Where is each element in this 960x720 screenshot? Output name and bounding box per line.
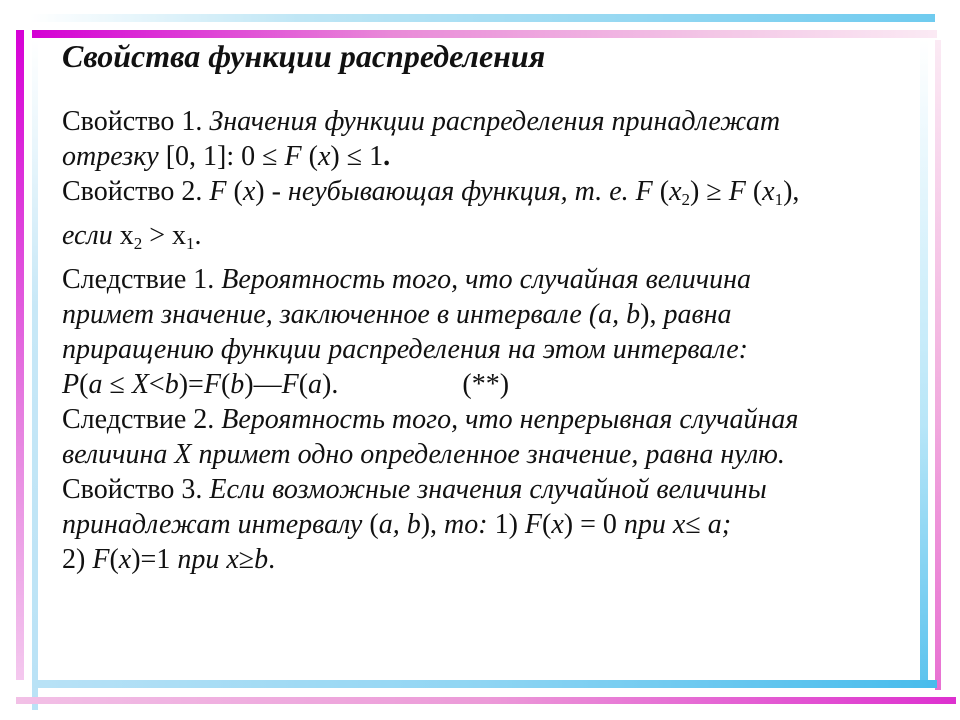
text-run: x	[242, 176, 256, 207]
text-run: a, b	[378, 509, 421, 540]
subscript: 1	[186, 234, 195, 253]
text-run: величина X примет одно определенное значение, равна нулю.	[62, 439, 785, 470]
subscript: 2	[681, 190, 691, 209]
text-run: (	[298, 369, 309, 400]
right-magenta-decorative-bar	[935, 40, 941, 690]
text-run: x	[762, 176, 775, 207]
text-run: ).	[322, 369, 339, 400]
text-run: Вероятность того, что случайная величина	[221, 264, 751, 295]
text-run: (	[79, 369, 89, 400]
text-run: a;	[707, 509, 732, 540]
text-run: [0, 1]: 0 ≤	[165, 141, 285, 172]
text-run: (	[301, 141, 318, 172]
text-run: Следствие 2.	[62, 404, 222, 435]
text-run: ≤	[102, 369, 132, 400]
text-run: (	[745, 176, 763, 207]
text-line-c2b	[62, 437, 912, 472]
text-run: P	[62, 369, 80, 400]
text-run: b	[254, 544, 269, 575]
left-cyan-decorative-bar	[32, 40, 38, 710]
text-run: )=1	[131, 544, 178, 575]
text-run: x	[172, 220, 186, 251]
subscript: 2	[133, 234, 143, 253]
text-run: при x	[177, 544, 239, 575]
text-run: <	[148, 369, 165, 400]
text-run: (	[542, 509, 552, 540]
text-line-p2a	[62, 174, 912, 218]
text-run: (	[226, 176, 243, 207]
text-run: приращению функции распределения на этом интервале:	[62, 334, 748, 365]
text-run: ) ≤ 1	[330, 141, 384, 172]
text-run: x	[551, 509, 564, 540]
text-run: Свойство 1.	[62, 106, 210, 137]
text-run: F	[281, 369, 299, 400]
text-run: .	[268, 544, 276, 575]
text-line-c1b	[62, 297, 912, 332]
text-line-p3c	[62, 542, 912, 577]
text-line-c1d	[62, 367, 912, 402]
text-run: равна	[663, 299, 732, 330]
text-run: примет значение, заключенное в интервале (	[62, 299, 599, 330]
bottom-cyan-decorative-bar	[32, 680, 937, 688]
text-run: b	[164, 369, 179, 400]
text-run: Если возможные значения случайной величины	[209, 474, 767, 505]
text-run: ),	[783, 176, 800, 207]
text-run: ) = 0	[563, 509, 624, 540]
left-magenta-decorative-bar	[16, 30, 24, 680]
top-cyan-decorative-bar	[30, 14, 935, 22]
text-run: x	[317, 141, 331, 172]
text-run: )—	[244, 369, 282, 400]
text-run: .	[383, 141, 391, 172]
right-cyan-decorative-bar	[920, 40, 928, 680]
text-run: (	[369, 509, 379, 540]
text-run: ),	[420, 509, 445, 540]
text-run: a, b	[598, 299, 641, 330]
text-run: ≤	[685, 509, 708, 540]
text-run: Свойство 3.	[62, 474, 210, 505]
text-line-p2b	[62, 218, 912, 262]
text-line-p1a	[62, 104, 912, 139]
text-line-c1a	[62, 262, 912, 297]
top-magenta-decorative-bar	[32, 30, 937, 38]
subscript: 1	[774, 190, 784, 209]
text-run: ) -	[255, 176, 288, 207]
text-run: ),	[640, 299, 664, 330]
text-run: x	[669, 176, 682, 207]
text-line-c1c	[62, 332, 912, 367]
text-run: F	[524, 509, 542, 540]
text-run: Следствие 1.	[62, 264, 222, 295]
text-run: F	[209, 176, 227, 207]
text-run: ≥	[238, 544, 255, 575]
text-run: принадлежат интервалу	[62, 509, 370, 540]
text-run: a	[88, 369, 103, 400]
text-run: F	[203, 369, 221, 400]
text-run: X	[131, 369, 149, 400]
text-run: при x	[623, 509, 686, 540]
text-run: .	[194, 220, 202, 251]
text-run: b	[230, 369, 245, 400]
text-line-p3a	[62, 472, 912, 507]
text-run: если	[62, 220, 120, 251]
text-run: F	[728, 176, 746, 207]
text-run: неубывающая функция, т. е. F	[287, 176, 653, 207]
text-run: x	[119, 220, 134, 251]
text-run: x	[118, 544, 132, 575]
text-run: >	[142, 220, 172, 251]
text-run: (	[220, 369, 231, 400]
text-run: Свойство 2.	[62, 176, 210, 207]
text-line-p3b	[62, 507, 912, 542]
text-run: ) ≥	[690, 176, 729, 207]
text-run: F	[92, 544, 110, 575]
slide-body	[62, 104, 912, 577]
text-run: (	[109, 544, 119, 575]
text-run: 1)	[487, 509, 525, 540]
text-run: a	[308, 369, 323, 400]
slide-title: Свойства функции распределения	[62, 38, 546, 74]
text-line-p1b	[62, 139, 912, 174]
text-run: (**)	[462, 369, 510, 400]
text-run: F	[284, 141, 302, 172]
text-run: Вероятность того, что непрерывная случайная	[221, 404, 799, 435]
text-run: Значения функции распределения принадлежат	[209, 106, 781, 137]
bottom-magenta-decorative-bar	[16, 697, 956, 704]
text-run: (	[652, 176, 670, 207]
text-run: то:	[444, 509, 488, 540]
text-run: 2)	[62, 544, 93, 575]
text-line-c2a	[62, 402, 912, 437]
text-run: отрезку	[62, 141, 166, 172]
text-run: )=	[178, 369, 204, 400]
